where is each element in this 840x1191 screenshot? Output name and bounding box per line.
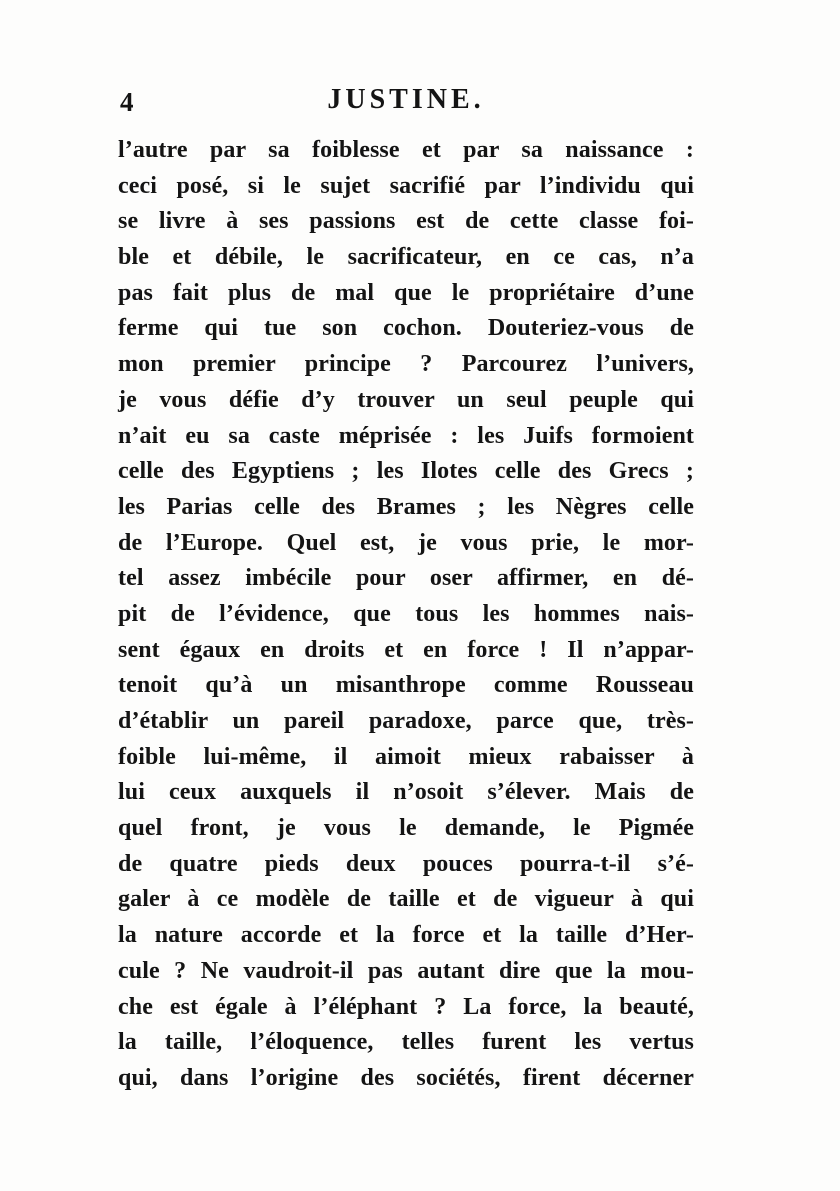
text-line: n’ait eu sa caste méprisée : les Juifs formoient (118, 422, 694, 449)
text-line: che est égale à l’éléphant ? La force, la beauté, (118, 993, 694, 1020)
text-line: foible lui-même, il aimoit mieux rabaisser à (118, 743, 694, 770)
text-line: sent égaux en droits et en force ! Il n’appar- (118, 636, 694, 663)
text-line: pit de l’évidence, que tous les hommes nais- (118, 600, 694, 627)
text-line: mon premier principe ? Parcourez l’univers, (118, 351, 694, 378)
text-line: je vous défie d’y trouver un seul peuple qui (118, 386, 694, 413)
text-line: ceci posé, si le sujet sacrifié par l’individu qui (118, 172, 694, 199)
running-header (118, 84, 694, 118)
text-line: qui, dans l’origine des sociétés, firent décerner (118, 1064, 694, 1091)
text-line: tenoit qu’à un misanthrope comme Rousseau (118, 672, 694, 699)
page-title: JUSTINE. (327, 84, 485, 115)
text-line: de quatre pieds deux pouces pourra-t-il s’é- (118, 850, 694, 877)
text-line: la taille, l’éloquence, telles furent les vertus (118, 1029, 694, 1056)
text-line: ferme qui tue son cochon. Douteriez-vous de (118, 315, 694, 342)
text-line: galer à ce modèle de taille et de vigueur à qui (118, 886, 694, 913)
text-line: celle des Egyptiens ; les Ilotes celle des Grecs ; (118, 458, 694, 485)
text-line: l’autre par sa foiblesse et par sa naissance : (118, 137, 694, 163)
text-line: de l’Europe. Quel est, je vous prie, le mor- (118, 529, 694, 556)
text-line: pas fait plus de mal que le propriétaire d’une (118, 279, 694, 306)
body-text-block (118, 133, 694, 1097)
text-line: d’établir un pareil paradoxe, parce que, très- (118, 708, 694, 734)
text-line: la nature accorde et la force et la taille d’Her- (118, 922, 694, 949)
text-line: se livre à ses passions est de cette classe foi- (118, 208, 694, 235)
text-line: cule ? Ne vaudroit-il pas autant dire que la mou- (118, 957, 694, 984)
text-line: quel front, je vous le demande, le Pigmée (118, 815, 694, 842)
text-line: tel assez imbécile pour oser affirmer, en dé- (118, 565, 694, 592)
text-line: lui ceux auxquels il n’osoit s’élever. Mais de (118, 779, 694, 806)
text-line: ble et débile, le sacrificateur, en ce cas, n’a (118, 244, 694, 271)
text-line: les Parias celle des Brames ; les Nègres celle (118, 493, 694, 520)
page-number: 4 (120, 87, 135, 117)
